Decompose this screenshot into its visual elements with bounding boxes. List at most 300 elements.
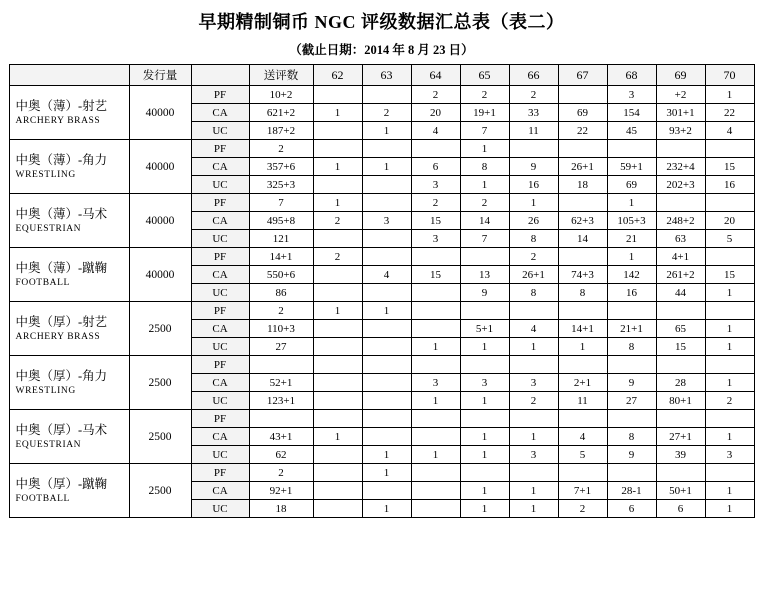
grade-count-67: 18 (558, 176, 607, 194)
grade-count-69 (656, 410, 705, 428)
grade-count-70: 16 (705, 176, 754, 194)
grade-count-67: 62+3 (558, 212, 607, 230)
grade-count-64 (411, 140, 460, 158)
grade-count-65 (460, 410, 509, 428)
grade-count-66: 16 (509, 176, 558, 194)
grade-count-68: 8 (607, 428, 656, 446)
grade-count-67: 2+1 (558, 374, 607, 392)
grade-count-64: 20 (411, 104, 460, 122)
grade-count-69: 27+1 (656, 428, 705, 446)
coin-name-cell (9, 302, 129, 356)
grade-count-70 (705, 356, 754, 374)
grade-count-70: 3 (705, 446, 754, 464)
grade-count-68: 1 (607, 248, 656, 266)
grade-count-67 (558, 248, 607, 266)
grade-count-68 (607, 410, 656, 428)
grade-count-69: 39 (656, 446, 705, 464)
grade-count-63 (362, 320, 411, 338)
grade-count-66: 3 (509, 446, 558, 464)
mintage-cell: 40000 (129, 140, 191, 194)
grade-count-70: 1 (705, 500, 754, 518)
grade-count-70: 22 (705, 104, 754, 122)
table-header-row (9, 65, 754, 86)
grade-count-67 (558, 464, 607, 482)
header-name (9, 65, 129, 86)
grade-count-67: 2 (558, 500, 607, 518)
submitted-count: 2 (249, 302, 313, 320)
table-row (9, 194, 754, 212)
grade-count-62 (313, 122, 362, 140)
grade-count-63 (362, 176, 411, 194)
grade-count-67: 26+1 (558, 158, 607, 176)
grade-count-68: 9 (607, 446, 656, 464)
grade-count-63: 2 (362, 104, 411, 122)
grade-count-69: 6 (656, 500, 705, 518)
grade-count-64: 2 (411, 194, 460, 212)
grade-count-68: 16 (607, 284, 656, 302)
grade-count-69: 15 (656, 338, 705, 356)
grade-count-63 (362, 194, 411, 212)
grade-count-65: 7 (460, 122, 509, 140)
grade-count-65: 13 (460, 266, 509, 284)
grade-count-67 (558, 194, 607, 212)
grade-count-64: 1 (411, 446, 460, 464)
grade-count-62 (313, 266, 362, 284)
grade-count-62: 1 (313, 302, 362, 320)
grade-count-68: 6 (607, 500, 656, 518)
coin-name-en: WRESTLING (15, 169, 76, 180)
grade-count-62 (313, 500, 362, 518)
mintage-cell: 2500 (129, 464, 191, 518)
grade-count-69: 65 (656, 320, 705, 338)
grade-count-62 (313, 392, 362, 410)
grade-count-67: 5 (558, 446, 607, 464)
table-header (9, 65, 754, 86)
grade-count-67: 14+1 (558, 320, 607, 338)
grade-count-65: 3 (460, 374, 509, 392)
grade-count-68: 3 (607, 86, 656, 104)
grade-count-70 (705, 248, 754, 266)
page-title: 早期精制铜币 NGC 评级数据汇总表（表二） (198, 12, 565, 32)
grade-count-67 (558, 86, 607, 104)
grade-count-66: 33 (509, 104, 558, 122)
designation-label: PF (191, 356, 249, 374)
grade-count-64 (411, 464, 460, 482)
grade-count-68 (607, 464, 656, 482)
grade-count-70: 1 (705, 374, 754, 392)
grade-count-64: 3 (411, 230, 460, 248)
designation-label: UC (191, 122, 249, 140)
mintage-cell: 2500 (129, 302, 191, 356)
mintage-cell: 2500 (129, 356, 191, 410)
grade-count-69: 28 (656, 374, 705, 392)
grade-count-70 (705, 194, 754, 212)
grade-count-68: 27 (607, 392, 656, 410)
grade-count-63: 1 (362, 500, 411, 518)
coin-name-cell (9, 410, 129, 464)
grade-count-69 (656, 140, 705, 158)
grade-count-69 (656, 356, 705, 374)
grade-count-66: 1 (509, 482, 558, 500)
table-row (9, 248, 754, 266)
grade-count-64: 2 (411, 86, 460, 104)
submitted-count: 325+3 (249, 176, 313, 194)
grade-count-65: 1 (460, 338, 509, 356)
grade-count-67 (558, 302, 607, 320)
header-submitted: 送评数 (249, 65, 313, 86)
grade-count-63: 1 (362, 464, 411, 482)
grade-count-66 (509, 302, 558, 320)
grade-count-68: 105+3 (607, 212, 656, 230)
table-row (9, 140, 754, 158)
header-grade-70: 70 (705, 65, 754, 86)
designation-label: CA (191, 158, 249, 176)
grade-count-68: 28-1 (607, 482, 656, 500)
coin-name-cn: 中奥（薄）-马术 (15, 206, 108, 221)
submitted-count (249, 410, 313, 428)
table-row (9, 464, 754, 482)
grade-count-65: 1 (460, 176, 509, 194)
grade-count-65: 19+1 (460, 104, 509, 122)
designation-label: UC (191, 284, 249, 302)
header-grade-65: 65 (460, 65, 509, 86)
designation-label: CA (191, 104, 249, 122)
grade-count-67 (558, 356, 607, 374)
grade-count-66: 1 (509, 194, 558, 212)
grade-count-64 (411, 500, 460, 518)
coin-name-en: FOOTBALL (15, 493, 70, 504)
grade-count-67: 11 (558, 392, 607, 410)
grade-count-66: 1 (509, 500, 558, 518)
grade-count-70: 1 (705, 338, 754, 356)
coin-name-cn: 中奥（薄）-角力 (15, 152, 108, 167)
submitted-count: 86 (249, 284, 313, 302)
grade-count-64 (411, 410, 460, 428)
grade-count-64 (411, 320, 460, 338)
grade-count-69 (656, 194, 705, 212)
grade-count-64: 1 (411, 338, 460, 356)
coin-name-cell (9, 194, 129, 248)
grade-count-62 (313, 410, 362, 428)
grade-count-67: 74+3 (558, 266, 607, 284)
grade-count-68: 59+1 (607, 158, 656, 176)
grade-count-63: 1 (362, 158, 411, 176)
grade-count-70: 1 (705, 86, 754, 104)
grade-count-64 (411, 248, 460, 266)
submitted-count: 110+3 (249, 320, 313, 338)
grade-count-65: 7 (460, 230, 509, 248)
grade-count-70: 2 (705, 392, 754, 410)
submitted-count: 7 (249, 194, 313, 212)
grade-count-70: 15 (705, 158, 754, 176)
grade-count-63 (362, 356, 411, 374)
submitted-count: 357+6 (249, 158, 313, 176)
coin-name-cell (9, 86, 129, 140)
coin-name-en: EQUESTRIAN (15, 439, 82, 450)
grade-count-67: 7+1 (558, 482, 607, 500)
coin-name-en: FOOTBALL (15, 277, 70, 288)
grade-count-67 (558, 410, 607, 428)
grade-count-67: 14 (558, 230, 607, 248)
grade-count-64: 3 (411, 374, 460, 392)
grade-count-63: 1 (362, 122, 411, 140)
grade-count-70: 1 (705, 320, 754, 338)
grade-count-69: 93+2 (656, 122, 705, 140)
grade-count-67: 8 (558, 284, 607, 302)
designation-label: PF (191, 194, 249, 212)
grade-count-63 (362, 284, 411, 302)
designation-label: PF (191, 302, 249, 320)
grade-count-70 (705, 140, 754, 158)
grade-count-69 (656, 464, 705, 482)
designation-label: UC (191, 446, 249, 464)
designation-label: PF (191, 248, 249, 266)
header-grade-66: 66 (509, 65, 558, 86)
grade-count-65: 14 (460, 212, 509, 230)
table-row (9, 86, 754, 104)
submitted-count: 2 (249, 140, 313, 158)
grade-count-64 (411, 302, 460, 320)
grade-count-64: 15 (411, 212, 460, 230)
grade-count-63: 3 (362, 212, 411, 230)
submitted-count: 2 (249, 464, 313, 482)
coin-name-cn: 中奥（薄）-射艺 (15, 98, 108, 113)
table-row (9, 302, 754, 320)
grade-count-63 (362, 374, 411, 392)
page-subtitle: （截止日期：2014 年 8 月 23 日） (289, 43, 474, 57)
designation-label: PF (191, 464, 249, 482)
designation-label: UC (191, 338, 249, 356)
grade-count-65: 1 (460, 140, 509, 158)
coin-name-cn: 中奥（薄）-蹴鞠 (15, 260, 108, 275)
grade-count-63 (362, 482, 411, 500)
grade-count-62: 1 (313, 104, 362, 122)
grade-count-66: 2 (509, 392, 558, 410)
grade-count-62 (313, 356, 362, 374)
submitted-count (249, 356, 313, 374)
submitted-count: 10+2 (249, 86, 313, 104)
grade-count-66: 2 (509, 248, 558, 266)
submitted-count: 550+6 (249, 266, 313, 284)
grade-count-65: 1 (460, 482, 509, 500)
grade-count-64 (411, 428, 460, 446)
grade-count-63: 1 (362, 446, 411, 464)
grade-count-66: 2 (509, 86, 558, 104)
grade-count-65: 1 (460, 500, 509, 518)
grade-count-70 (705, 410, 754, 428)
grade-count-64 (411, 356, 460, 374)
submitted-count: 495+8 (249, 212, 313, 230)
grade-count-65: 1 (460, 428, 509, 446)
grade-count-69: 50+1 (656, 482, 705, 500)
table-body (9, 86, 754, 518)
designation-label: UC (191, 230, 249, 248)
grade-count-65 (460, 302, 509, 320)
coin-name-cn: 中奥（厚）-角力 (15, 368, 108, 383)
grade-count-69: 44 (656, 284, 705, 302)
grade-count-62 (313, 320, 362, 338)
grade-count-70: 1 (705, 482, 754, 500)
grade-count-69: 248+2 (656, 212, 705, 230)
coin-name-en: WRESTLING (15, 385, 76, 396)
grade-count-69: 232+4 (656, 158, 705, 176)
grade-count-65: 8 (460, 158, 509, 176)
grade-count-63 (362, 410, 411, 428)
grade-count-65 (460, 248, 509, 266)
grade-count-66 (509, 140, 558, 158)
grade-count-64: 6 (411, 158, 460, 176)
coin-name-en: ARCHERY BRASS (15, 331, 101, 342)
grade-count-68: 9 (607, 374, 656, 392)
submitted-count: 14+1 (249, 248, 313, 266)
header-grade-68: 68 (607, 65, 656, 86)
header-label (191, 65, 249, 86)
grade-count-66: 9 (509, 158, 558, 176)
grade-count-68: 45 (607, 122, 656, 140)
grade-count-66: 8 (509, 284, 558, 302)
grade-count-64: 3 (411, 176, 460, 194)
grade-count-64 (411, 284, 460, 302)
grade-count-63 (362, 248, 411, 266)
grade-count-68: 21+1 (607, 320, 656, 338)
designation-label: CA (191, 374, 249, 392)
grade-count-69: 80+1 (656, 392, 705, 410)
grade-count-68: 142 (607, 266, 656, 284)
grade-count-69: 4+1 (656, 248, 705, 266)
grade-count-65: 1 (460, 446, 509, 464)
designation-label: PF (191, 140, 249, 158)
designation-label: UC (191, 176, 249, 194)
grade-count-63 (362, 230, 411, 248)
designation-label: PF (191, 86, 249, 104)
grade-count-68: 21 (607, 230, 656, 248)
grade-count-65: 1 (460, 392, 509, 410)
mintage-cell: 40000 (129, 194, 191, 248)
grade-count-66: 26+1 (509, 266, 558, 284)
submitted-count: 62 (249, 446, 313, 464)
grade-count-70: 1 (705, 284, 754, 302)
grade-count-64 (411, 482, 460, 500)
grade-count-65 (460, 464, 509, 482)
grade-count-68: 69 (607, 176, 656, 194)
header-grade-63: 63 (362, 65, 411, 86)
grade-count-66 (509, 356, 558, 374)
grade-count-63 (362, 338, 411, 356)
grade-count-66: 26 (509, 212, 558, 230)
grade-count-62 (313, 464, 362, 482)
coin-name-cn: 中奥（厚）-马术 (15, 422, 108, 437)
grade-count-66: 1 (509, 428, 558, 446)
grade-count-62: 1 (313, 194, 362, 212)
submitted-count: 92+1 (249, 482, 313, 500)
table-row (9, 356, 754, 374)
grade-count-66: 3 (509, 374, 558, 392)
coin-name-cell (9, 140, 129, 194)
grade-count-69: 202+3 (656, 176, 705, 194)
grading-data-table (9, 64, 755, 518)
grade-count-63 (362, 392, 411, 410)
grade-count-62 (313, 482, 362, 500)
header-grade-69: 69 (656, 65, 705, 86)
grade-count-67: 22 (558, 122, 607, 140)
designation-label: CA (191, 428, 249, 446)
grade-count-62 (313, 338, 362, 356)
coin-name-cell (9, 248, 129, 302)
grade-count-64: 15 (411, 266, 460, 284)
header-mintage: 发行量 (129, 65, 191, 86)
grade-count-63: 4 (362, 266, 411, 284)
grade-count-69: +2 (656, 86, 705, 104)
grade-count-64: 1 (411, 392, 460, 410)
header-grade-64: 64 (411, 65, 460, 86)
grade-count-63 (362, 86, 411, 104)
submitted-count: 27 (249, 338, 313, 356)
submitted-count: 43+1 (249, 428, 313, 446)
grade-count-65: 9 (460, 284, 509, 302)
designation-label: CA (191, 320, 249, 338)
grade-count-62: 1 (313, 158, 362, 176)
coin-name-en: EQUESTRIAN (15, 223, 82, 234)
grade-count-69 (656, 302, 705, 320)
mintage-cell: 2500 (129, 410, 191, 464)
grade-count-63: 1 (362, 302, 411, 320)
grade-count-68 (607, 140, 656, 158)
submitted-count: 121 (249, 230, 313, 248)
coin-name-en: ARCHERY BRASS (15, 115, 101, 126)
submitted-count: 52+1 (249, 374, 313, 392)
grade-count-69: 261+2 (656, 266, 705, 284)
header-grade-62: 62 (313, 65, 362, 86)
grade-count-65: 5+1 (460, 320, 509, 338)
grade-count-62 (313, 446, 362, 464)
grade-count-62: 1 (313, 428, 362, 446)
coin-name-cn: 中奥（厚）-射艺 (15, 314, 108, 329)
grade-count-69: 301+1 (656, 104, 705, 122)
grade-count-68: 1 (607, 194, 656, 212)
grade-count-68: 8 (607, 338, 656, 356)
grade-count-65 (460, 356, 509, 374)
grade-count-62 (313, 284, 362, 302)
submitted-count: 621+2 (249, 104, 313, 122)
grade-count-65: 2 (460, 86, 509, 104)
grade-count-68 (607, 302, 656, 320)
grade-count-67: 1 (558, 338, 607, 356)
designation-label: UC (191, 500, 249, 518)
grade-count-64: 4 (411, 122, 460, 140)
grade-count-70: 20 (705, 212, 754, 230)
grade-count-66 (509, 410, 558, 428)
table-row (9, 410, 754, 428)
designation-label: CA (191, 212, 249, 230)
grade-count-70 (705, 302, 754, 320)
grade-count-62 (313, 140, 362, 158)
grade-count-68 (607, 356, 656, 374)
grade-count-67: 69 (558, 104, 607, 122)
grade-count-62: 2 (313, 248, 362, 266)
coin-name-cell (9, 464, 129, 518)
designation-label: PF (191, 410, 249, 428)
grade-count-67 (558, 140, 607, 158)
grade-count-66: 4 (509, 320, 558, 338)
designation-label: CA (191, 482, 249, 500)
designation-label: CA (191, 266, 249, 284)
grade-count-66 (509, 464, 558, 482)
grade-count-66: 11 (509, 122, 558, 140)
mintage-cell: 40000 (129, 248, 191, 302)
coin-name-cn: 中奥（厚）-蹴鞠 (15, 476, 108, 491)
grade-count-67: 4 (558, 428, 607, 446)
grade-count-63 (362, 140, 411, 158)
